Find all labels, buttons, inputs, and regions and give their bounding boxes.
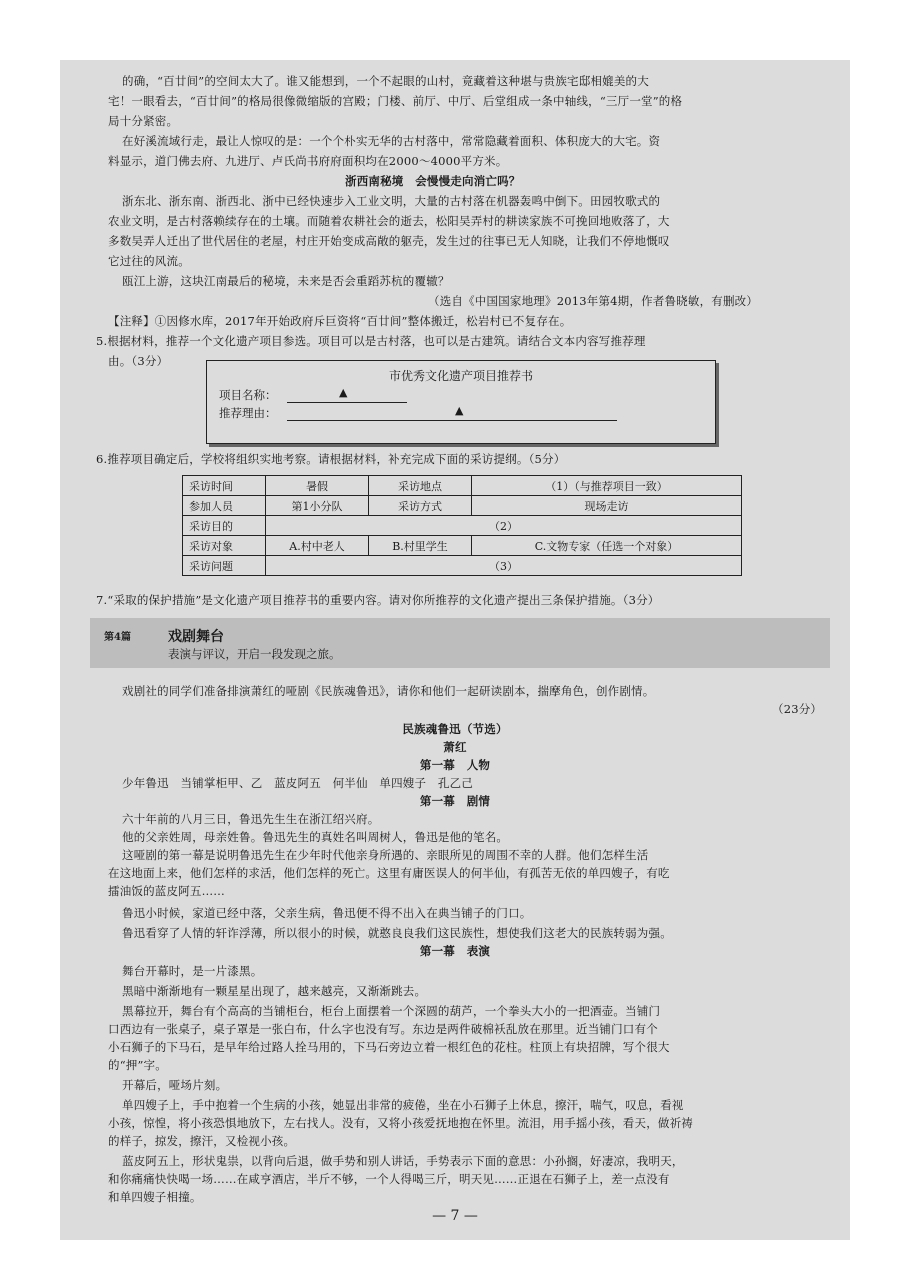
show-line: 口西边有一张桌子，桌子罩是一张白布，什么字也没有写。东边是两件破棉袄乱放在那里。近当铺门口有个 <box>108 1022 658 1036</box>
section-subtitle: 表演与评议，开启一段发现之旅。 <box>168 647 341 661</box>
table-row <box>183 516 742 536</box>
annotation-note: 【注释】①因修水库，2017年开始政府斥巨资将“百廿间”整体搬迁，松岩村已不复存在。 <box>108 314 572 328</box>
material-line: 瓯江上游，这块江南最后的秘境，未来是否会重蹈苏杭的覆辙？ <box>122 274 450 288</box>
material-line: 多数吴弄人迁出了世代居住的老屋，村庄开始变成高敞的躯壳，发生过的往事已无人知晓，让我们不停地慨叹 <box>108 234 670 248</box>
score-text: （23分） <box>772 702 823 716</box>
exam-page <box>60 60 850 1240</box>
show-line: 的样子，掠发，擦汗，又检视小孩。 <box>108 1134 296 1148</box>
material-line: 农业文明，是古村落赖续存在的土壤。而随着农耕社会的逝去，松阳吴弄村的耕读家族不可挽回地败落了，大 <box>108 214 670 228</box>
plot-line: 六十年前的八月三日，鲁迅先生生在浙江绍兴府。 <box>122 812 380 826</box>
table-cell: 采访问题 <box>183 556 266 576</box>
table-cell: 现场走访 <box>472 496 742 516</box>
plot-line: 这哑剧的第一幕是说明鲁迅先生在少年时代他亲身所遇的、亲眼所见的周围不幸的人群。他们怎样生活 <box>122 848 649 862</box>
reason-label: 推荐理由： <box>219 406 277 420</box>
question-7: 7.“采取的保护措施”是文化遗产项目推荐书的重要内容。请对你所推荐的文化遗产提出三条保护措施。（3分） <box>96 593 660 607</box>
recommendation-title: 市优秀文化遗产项目推荐书 <box>388 369 533 383</box>
play-author: 萧红 <box>443 740 467 754</box>
material-line: 浙东北、浙东南、浙西北、浙中已经快速步入工业文明，大量的古村落在机器轰鸣中倒下。田园牧歌式的 <box>122 194 661 208</box>
material-line: 料显示，道门佛去府、九进厅、卢氏尚书府府面积均在2000～4000平方米。 <box>108 154 508 168</box>
show-line: 和你痛痛快快喝一场……在咸亨酒店，半斤不够，一个人得喝三斤，明天见……正退在石狮子上，差一点没有 <box>108 1172 670 1186</box>
table-cell: B.村里学生 <box>369 536 472 556</box>
material-subheading: 浙西南秘境 会慢慢走向消亡吗？ <box>345 174 521 188</box>
table-cell: 采访地点 <box>369 476 472 496</box>
show-line: 单四嫂子上，手中抱着一个生病的小孩，她显出非常的疲倦，坐在小石狮子上休息，擦汗，喘气，叹息，看视 <box>122 1098 684 1112</box>
table-cell: 参加人员 <box>183 496 266 516</box>
material-line: 在好溪流域行走，最让人惊叹的是：一个个朴实无华的古村落中，常常隐藏着面积、体积庞大的大宅。资 <box>122 134 661 148</box>
table-cell: 采访目的 <box>183 516 266 536</box>
recommendation-form <box>206 360 716 444</box>
character-list: 少年鲁迅 当铺掌柜甲、乙 蓝皮阿五 何半仙 单四嫂子 孔乙己 <box>122 776 473 790</box>
show-line: 黑暗中渐渐地有一颗星星出现了，越来越亮，又渐渐跳去。 <box>122 984 427 998</box>
material-line: 宅！一眼看去，“百廿间”的格局很像微缩版的宫殿；门楼、前厅、中厅、后堂组成一条中轴线，“三厅一堂”的格 <box>108 94 683 108</box>
table-row <box>183 496 742 516</box>
table-row <box>183 556 742 576</box>
question-5: 5.根据材料，推荐一个文化遗产项目参选。项目可以是古村落，也可以是古建筑。请结合文本内容写推荐理 <box>96 334 646 348</box>
answer-mark-icon: ▲ <box>455 404 464 417</box>
answer-blank-3[interactable]: （3） <box>266 556 742 576</box>
answer-mark-icon: ▲ <box>339 386 348 399</box>
plot-line: 在这地面上来，他们怎样的求活，他们怎样的死亡。这里有庸医误人的何半仙，有孤苦无依的单四嫂子，有吃 <box>108 866 670 880</box>
show-line: 的“押”字。 <box>108 1058 167 1072</box>
table-cell: A.村中老人 <box>266 536 369 556</box>
table-cell: 采访对象 <box>183 536 266 556</box>
material-line: 的确，“百廿间”的空间太大了。谁又能想到，一个不起眼的山村，竟藏着这种堪与贵族宅邸相媲美的大 <box>122 74 649 88</box>
project-name-label: 项目名称： <box>219 388 277 402</box>
reason-blank[interactable] <box>287 420 617 421</box>
page-number: — 7 — <box>432 1208 478 1224</box>
play-title: 民族魂鲁迅（节选） <box>402 722 508 736</box>
question-6: 6.推荐项目确定后，学校将组织实地考察。请根据材料，补充完成下面的采访提纲。（5分） <box>96 452 566 466</box>
show-line: 舞台开幕时，是一片漆黑。 <box>122 964 263 978</box>
section-tag: 第4篇 <box>104 632 131 643</box>
act-show-heading: 第一幕 表演 <box>419 944 491 958</box>
material-line: 局十分紧密。 <box>108 114 179 128</box>
table-cell: 第1小分队 <box>266 496 369 516</box>
show-line: 蓝皮阿五上，形状鬼祟，以背向后退，做手势和别人讲话，手势表示下面的意思：小孙搁，好凄凉，我明天， <box>122 1154 684 1168</box>
plot-line: 擂油饭的蓝皮阿五…… <box>108 884 225 898</box>
material-line: 它过往的风流。 <box>108 254 190 268</box>
question-5-cont: 由。（3分） <box>108 354 169 368</box>
intro-text: 戏剧社的同学们准备排演萧红的哑剧《民族魂鲁迅》，请你和他们一起研读剧本，揣摩角色，创作剧情。 <box>122 684 655 698</box>
act-people-heading: 第一幕 人物 <box>419 758 491 772</box>
table-cell: 采访方式 <box>369 496 472 516</box>
plot-line: 他的父亲姓周，母亲姓鲁。鲁迅先生的真姓名叫周树人，鲁迅是他的笔名。 <box>122 830 509 844</box>
table-row <box>183 476 742 496</box>
interview-outline-table <box>182 475 742 576</box>
show-line: 开幕后，哑场片刻。 <box>122 1078 228 1092</box>
show-line: 和单四嫂子相撞。 <box>108 1190 202 1204</box>
act-plot-heading: 第一幕 剧情 <box>419 794 491 808</box>
project-name-blank[interactable] <box>287 402 407 403</box>
table-row <box>183 536 742 556</box>
table-cell: 暑假 <box>266 476 369 496</box>
show-line: 黑幕拉开，舞台有个高高的当铺柜台，柜台上面摆着一个深圆的葫芦，一个拳头大小的一把酒壶。当铺门 <box>122 1004 661 1018</box>
answer-blank-1[interactable]: （1）（与推荐项目一致） <box>472 476 742 496</box>
show-line: 小孩，惊惶，将小孩恐惧地放下，左右找人。没有，又将小孩爱抚地抱在怀里。流泪，用手摇小孩，看天，做祈祷 <box>108 1116 693 1130</box>
plot-line: 鲁迅小时候，家道已经中落，父亲生病，鲁迅便不得不出入在典当铺子的门口。 <box>122 906 532 920</box>
table-cell: C.文物专家（任选一个对象） <box>472 536 742 556</box>
source-citation: （选自《中国国家地理》2013年第4期，作者鲁晓敏，有删改） <box>428 294 759 308</box>
table-cell: 采访时间 <box>183 476 266 496</box>
answer-blank-2[interactable]: （2） <box>266 516 742 536</box>
plot-line: 鲁迅看穿了人情的轩诈浮薄，所以很小的时候，就憨良良我们这民族性，想使我们这老大的民族转弱为强。 <box>122 926 672 940</box>
show-line: 小石狮子的下马石，是早年给过路人拴马用的，下马石旁边立着一根红色的花柱。柱顶上有块招牌，写个很大 <box>108 1040 670 1054</box>
section-banner <box>90 618 830 668</box>
section-title: 戏剧舞台 <box>168 629 224 645</box>
